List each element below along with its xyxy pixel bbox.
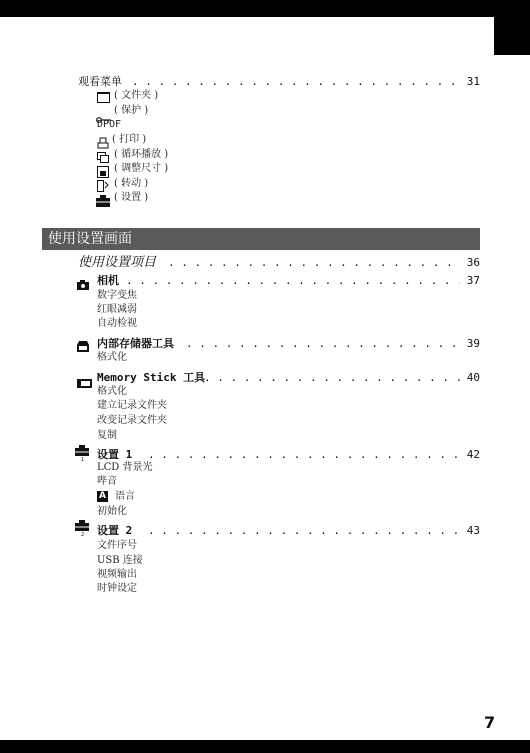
entry-subitem: 语言 [115, 491, 135, 502]
entry-subitem: 自动检视 [97, 318, 137, 329]
setup-items-title: 使用设置项目 [78, 255, 157, 270]
entry-title: Memory Stick 工具 [97, 371, 206, 384]
entry-subitem: 格式化 [97, 352, 127, 363]
entry-subitem: 初始化 [97, 506, 127, 517]
leader-dots [132, 75, 460, 88]
language-icon: A [97, 491, 108, 502]
page-ref: 40 [466, 371, 480, 384]
leader-dots [204, 371, 460, 384]
internal-memory-icon [77, 337, 89, 348]
side-tab [494, 17, 530, 55]
menu-item-slideshow: ( 循环播放 ) [114, 149, 169, 160]
svg-text:2: 2 [81, 532, 85, 536]
slideshow-icon [97, 149, 109, 161]
entry-subitem: 文件序号 [97, 540, 137, 551]
page-ref: 43 [466, 524, 480, 537]
entry-title: 相机 [97, 274, 119, 287]
view-menu-title: 观看菜单 [78, 75, 122, 88]
menu-item-folder: ( 文件夹 ) [114, 90, 159, 101]
leader-dots [168, 256, 460, 269]
folder-icon [97, 92, 110, 103]
entry-subitem: 红眼减弱 [97, 304, 137, 315]
menu-item-print: ( 打印 ) [112, 134, 147, 145]
entry-subitem: LCD 背景光 [97, 462, 153, 473]
menu-item-resize: ( 调整尺寸 ) [114, 163, 169, 174]
menu-item-rotate: ( 转动 ) [114, 178, 149, 189]
setup2-icon [75, 520, 89, 536]
entry-subitem: USB 连接 [97, 555, 143, 566]
resize-icon [97, 163, 109, 175]
rotate-icon [97, 177, 109, 189]
entry-subitem: 建立记录文件夹 [97, 400, 167, 411]
menu-item-setup: ( 设置 ) [114, 192, 149, 203]
printer-icon [97, 134, 109, 146]
camera-icon [77, 275, 89, 285]
svg-text:1: 1 [81, 457, 85, 461]
page-ref: 42 [466, 448, 480, 461]
top-bar [0, 0, 530, 17]
leader-dots [126, 274, 460, 287]
entry-subitem: 时钟设定 [97, 583, 137, 594]
entry-subitem: 改变记录文件夹 [97, 415, 167, 426]
page-ref: 39 [466, 337, 480, 350]
menu-item-protect: ( 保护 ) [114, 105, 149, 116]
entry-subitem: 复制 [97, 430, 117, 441]
section-header: 使用设置画面 [42, 228, 480, 250]
leader-dots [186, 337, 460, 350]
entry-subitem: 数字变焦 [97, 290, 137, 301]
leader-dots [148, 524, 460, 537]
memory-stick-icon [77, 373, 92, 382]
key-icon [96, 108, 111, 114]
leader-dots [148, 448, 460, 461]
entry-title: 设置 1 [97, 448, 133, 461]
page-number: 7 [484, 713, 496, 732]
entry-subitem: 哔音 [97, 476, 117, 487]
menu-item-dpof: DPOF [97, 119, 122, 130]
page-ref: 37 [466, 274, 480, 287]
bottom-bar [0, 740, 530, 753]
page-ref: 31 [466, 75, 480, 88]
entry-title: 设置 2 [97, 524, 133, 537]
entry-subitem: 格式化 [97, 386, 127, 397]
toolbox-icon [96, 192, 110, 204]
entry-subitem: 视频输出 [97, 569, 137, 580]
setup1-icon [75, 445, 89, 461]
page-ref: 36 [466, 256, 480, 269]
entry-title: 内部存储器工具 [97, 337, 174, 350]
